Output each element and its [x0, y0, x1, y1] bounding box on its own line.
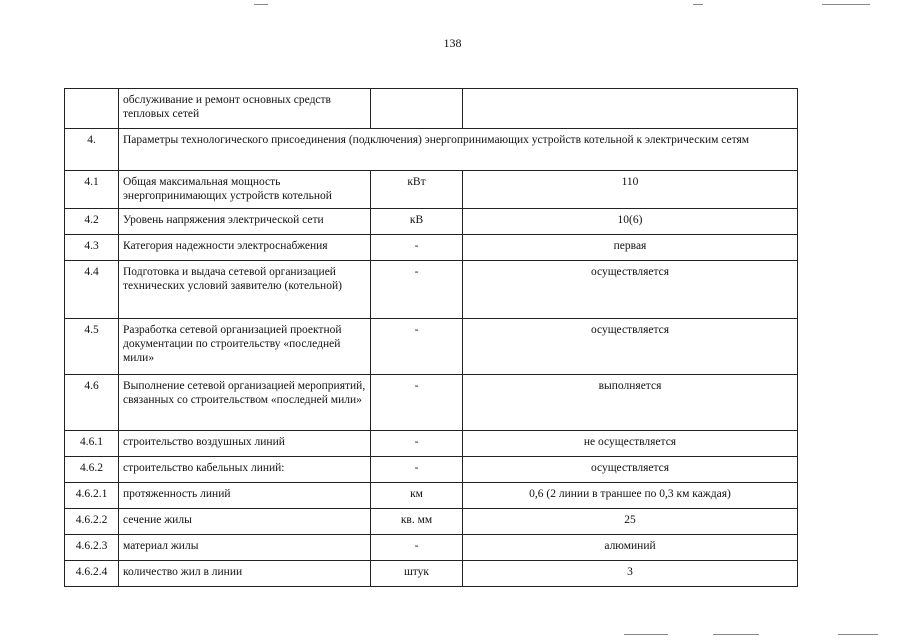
row-unit: штук — [371, 561, 463, 587]
row-description: количество жил в линии — [119, 561, 371, 587]
scan-mark — [693, 4, 703, 5]
row-unit: - — [371, 457, 463, 483]
row-number: 4.6.2.3 — [65, 535, 119, 561]
row-unit: км — [371, 483, 463, 509]
row-value: 25 — [463, 509, 798, 535]
row-description: Разработка сетевой организацией проектной документации по строительству «последней мили» — [119, 319, 371, 375]
row-number: 4.3 — [65, 235, 119, 261]
row-unit — [371, 89, 463, 129]
row-description: обслуживание и ремонт основных средств тепловых сетей — [119, 89, 371, 129]
row-number: 4.2 — [65, 209, 119, 235]
row-description: Категория надежности электроснабжения — [119, 235, 371, 261]
row-value: осуществляется — [463, 261, 798, 319]
table-row — [65, 235, 798, 261]
table-row — [65, 375, 798, 431]
row-number: 4.6.1 — [65, 431, 119, 457]
row-number: 4.4 — [65, 261, 119, 319]
row-unit: - — [371, 375, 463, 431]
table-row — [65, 483, 798, 509]
table-row — [65, 89, 798, 129]
row-unit: - — [371, 235, 463, 261]
row-value: 0,6 (2 линии в траншее по 0,3 км каждая) — [463, 483, 798, 509]
row-value: не осуществляется — [463, 431, 798, 457]
row-description: Общая максимальная мощность энергопринимающих устройств котельной — [119, 171, 371, 209]
row-description: строительство воздушных линий — [119, 431, 371, 457]
row-value: 110 — [463, 171, 798, 209]
page-number: 138 — [443, 36, 462, 50]
row-value: первая — [463, 235, 798, 261]
table-row-section-header — [65, 129, 798, 171]
row-unit: - — [371, 319, 463, 375]
row-value: выполняется — [463, 375, 798, 431]
row-description: Выполнение сетевой организацией мероприятий, связанных со строительством «последней мили» — [119, 375, 371, 431]
row-unit: кВт — [371, 171, 463, 209]
table-row — [65, 171, 798, 209]
row-number: 4.5 — [65, 319, 119, 375]
row-description: строительство кабельных линий: — [119, 457, 371, 483]
row-number: 4.6.2 — [65, 457, 119, 483]
row-unit: - — [371, 261, 463, 319]
row-unit: кВ — [371, 209, 463, 235]
scan-mark — [254, 4, 268, 5]
row-description: сечение жилы — [119, 509, 371, 535]
row-number: 4.6.2.1 — [65, 483, 119, 509]
row-number — [65, 89, 119, 129]
table-row — [65, 509, 798, 535]
table-row — [65, 261, 798, 319]
table-row — [65, 457, 798, 483]
row-value: алюминий — [463, 535, 798, 561]
parameters-table — [64, 88, 798, 587]
section-title: Параметры технологического присоединения (подключения) энергопринимающих устройств котельной к электрическим сетям — [119, 129, 798, 171]
row-unit: кв. мм — [371, 509, 463, 535]
row-number: 4.6.2.2 — [65, 509, 119, 535]
row-value: осуществляется — [463, 457, 798, 483]
row-description: протяженность линий — [119, 483, 371, 509]
row-value: 10(6) — [463, 209, 798, 235]
row-number: 4. — [65, 129, 119, 171]
scan-mark — [822, 4, 870, 5]
row-unit: - — [371, 431, 463, 457]
row-number: 4.1 — [65, 171, 119, 209]
row-number: 4.6.2.4 — [65, 561, 119, 587]
row-value: осуществляется — [463, 319, 798, 375]
row-description: Подготовка и выдача сетевой организацией технических условий заявителю (котельной) — [119, 261, 371, 319]
table-row — [65, 319, 798, 375]
table-row — [65, 561, 798, 587]
scan-mark — [838, 634, 878, 635]
scan-mark — [713, 634, 759, 635]
table-row — [65, 431, 798, 457]
scan-mark — [624, 634, 668, 635]
row-description: Уровень напряжения электрической сети — [119, 209, 371, 235]
row-number: 4.6 — [65, 375, 119, 431]
table-row — [65, 535, 798, 561]
row-value — [463, 89, 798, 129]
row-unit: - — [371, 535, 463, 561]
row-description: материал жилы — [119, 535, 371, 561]
table-row — [65, 209, 798, 235]
row-value: 3 — [463, 561, 798, 587]
